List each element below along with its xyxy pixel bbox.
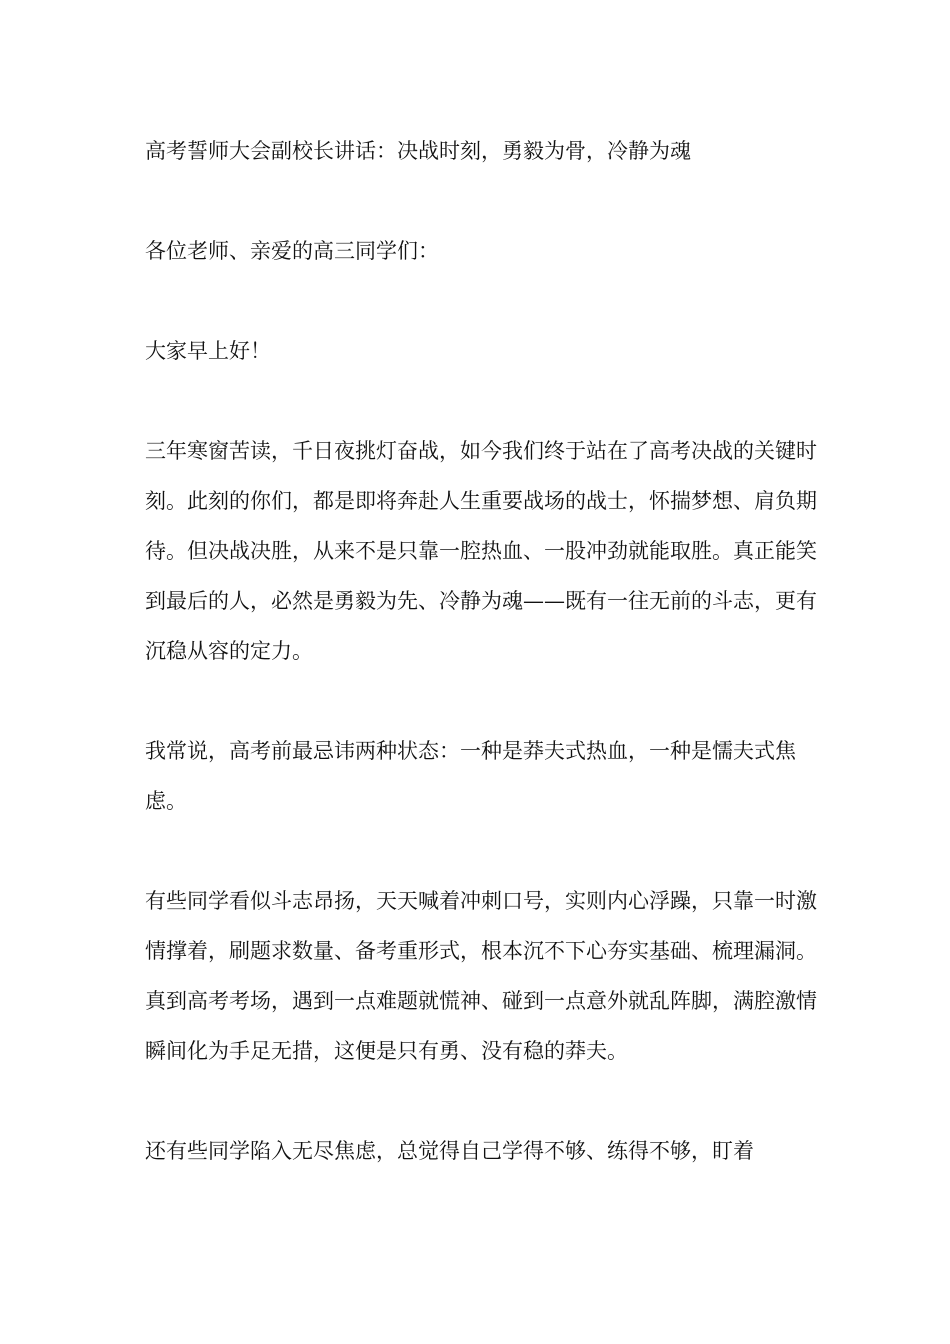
- greeting-line: 各位老师、亲爱的高三同学们：: [145, 239, 439, 263]
- document-body: [145, 126, 825, 1226]
- paragraph-1: 三年寒窗苦读，千日夜挑灯奋战，如今我们终于站在了高考决战的关键时刻。此刻的你们，都是即将奔赴人生重要战场的战士，怀揣梦想、肩负期待。但决战决胜，从来不是只靠一腔热血、一股冲劲就能取胜。真正能笑到最后的人，必然是勇毅为先、冷静为魂——既有一往无前的斗志，更有沉稳从容的定力。: [145, 439, 817, 663]
- document-title: 高考誓师大会副校长讲话：决战时刻，勇毅为骨，冷静为魂: [145, 139, 691, 163]
- paragraph-3: 有些同学看似斗志昂扬，天天喊着冲刺口号，实则内心浮躁，只靠一时激情撑着，刷题求数量、备考重形式，根本沉不下心夯实基础、梳理漏洞。真到高考考场，遇到一点难题就慌神、碰到一点意外就乱阵脚，满腔激情瞬间化为手足无措，这便是只有勇、没有稳的莽夫。: [145, 889, 817, 1063]
- opening-line: 大家早上好！: [145, 339, 271, 363]
- paragraph-4: 还有些同学陷入无尽焦虑，总觉得自己学得不够、练得不够，盯着: [145, 1139, 754, 1163]
- paragraph-2: 我常说，高考前最忌讳两种状态：一种是莽夫式热血，一种是懦夫式焦虑。: [145, 739, 796, 813]
